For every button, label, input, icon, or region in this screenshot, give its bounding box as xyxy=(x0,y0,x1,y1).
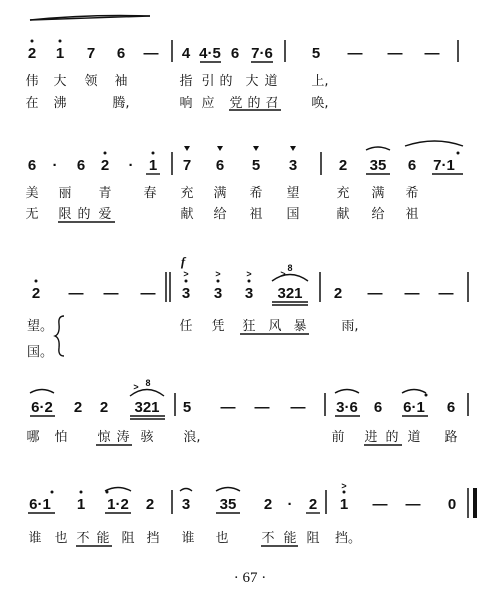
accent-mark: > xyxy=(246,269,252,279)
note: 5 xyxy=(311,45,321,62)
note: 3 xyxy=(213,285,223,302)
note: 6 xyxy=(76,157,86,174)
dash: — xyxy=(68,285,84,302)
lyric: 指 xyxy=(179,74,193,89)
lyric: 袖 xyxy=(114,74,128,89)
lyric: 的 xyxy=(385,430,399,445)
lyric: 给 xyxy=(371,207,385,222)
note: 321 xyxy=(277,285,303,302)
accent-mark: > xyxy=(341,481,347,491)
dash: — xyxy=(347,45,363,62)
lyric: 大 xyxy=(53,74,67,89)
lyric: 也 xyxy=(215,531,229,546)
slur xyxy=(335,390,359,394)
accent-mark: > xyxy=(133,382,139,392)
dash: — xyxy=(424,45,440,62)
system-5 xyxy=(28,481,475,546)
note: 2 xyxy=(308,496,318,513)
triplet-bracket xyxy=(272,275,308,282)
high-octave-dot xyxy=(104,152,107,155)
note: 6 xyxy=(230,45,240,62)
dash: — xyxy=(367,285,383,302)
dot: · xyxy=(287,496,293,513)
note: 2 xyxy=(99,399,109,416)
lyric: 道 xyxy=(407,430,421,445)
system-4 xyxy=(26,378,468,445)
lyric: 给 xyxy=(213,207,227,222)
high-octave-dot xyxy=(80,491,83,494)
lyric: 也 xyxy=(54,531,68,546)
lyric: 充 xyxy=(336,186,350,201)
system-3 xyxy=(27,254,468,360)
dash: — xyxy=(254,399,270,416)
lyric: 谁 xyxy=(28,531,42,546)
lyric: 祖 xyxy=(405,207,419,222)
slur xyxy=(216,488,240,492)
high-octave-dot xyxy=(35,280,38,283)
note: 1·2 xyxy=(107,496,129,513)
accent-mark: > xyxy=(280,269,286,279)
note: 2 xyxy=(31,285,41,302)
lyric: 凭 xyxy=(211,319,225,334)
lyric: 进 xyxy=(364,430,378,445)
lyric: 不 xyxy=(261,531,275,546)
lyric: 响 xyxy=(179,96,193,111)
high-octave-dot xyxy=(343,491,346,494)
dash: — xyxy=(387,45,403,62)
lyric: 爱 xyxy=(98,207,112,222)
note: 3 xyxy=(288,157,298,174)
lyric: 望 xyxy=(286,186,300,201)
accent-mark xyxy=(290,146,296,151)
lyric: 暴 xyxy=(293,319,307,334)
note: 1 xyxy=(76,496,86,513)
lyric: 狂 xyxy=(242,319,256,334)
lyric: 挡 xyxy=(146,531,160,546)
lyric: 任 xyxy=(179,319,193,334)
note: 2 xyxy=(73,399,83,416)
accent-mark: > xyxy=(215,269,221,279)
note: 2 xyxy=(333,285,343,302)
high-octave-dot xyxy=(217,280,220,283)
slur xyxy=(405,141,463,146)
note: 2 xyxy=(338,157,348,174)
note: 6 xyxy=(116,45,126,62)
lyric: 能 xyxy=(96,531,110,546)
lyric: 领 xyxy=(84,74,98,89)
lyric: 大 xyxy=(245,74,259,89)
lyric: 阻 xyxy=(121,531,135,546)
lyric: 丽 xyxy=(58,186,72,201)
lyric: 雨, xyxy=(341,319,359,334)
dynamic-forte: f xyxy=(180,254,186,269)
slur xyxy=(402,390,426,394)
note: 6·1 xyxy=(403,399,425,416)
dash: — xyxy=(438,285,454,302)
note: 6 xyxy=(407,157,417,174)
note: 6 xyxy=(446,399,456,416)
lyric: 在 xyxy=(25,96,39,111)
lyric: 满 xyxy=(213,186,227,201)
note: 2 xyxy=(100,157,110,174)
dash: — xyxy=(372,496,388,513)
rest: 0 xyxy=(447,496,457,513)
note: 7 xyxy=(182,157,192,174)
lyric: 前 xyxy=(331,430,345,445)
high-octave-dot xyxy=(31,40,34,43)
note: 6 xyxy=(27,157,37,174)
note: 3·6 xyxy=(336,399,358,416)
high-octave-dot xyxy=(152,152,155,155)
lyric: 能 xyxy=(283,531,297,546)
note: 4·5 xyxy=(199,45,221,62)
lyric: 惊 xyxy=(97,430,111,445)
lyric: 沸 xyxy=(53,96,67,111)
note: 6·1 xyxy=(29,496,51,513)
high-octave-dot xyxy=(248,280,251,283)
tuplet-number: 8 xyxy=(287,263,293,273)
page-number: · 67 · xyxy=(233,570,267,586)
note: 5 xyxy=(182,399,192,416)
dash: — xyxy=(143,45,159,62)
lyric: 哪 xyxy=(26,430,40,445)
lyric: 道 xyxy=(264,74,278,89)
dash: — xyxy=(290,399,306,416)
lyric: 不 xyxy=(76,531,90,546)
lyric: 青 xyxy=(98,186,112,201)
lyric: 引 xyxy=(201,74,215,89)
lyric: 满 xyxy=(371,186,385,201)
note: 5 xyxy=(251,157,261,174)
dot: · xyxy=(52,157,58,174)
note: 3 xyxy=(181,496,191,513)
accent-mark: > xyxy=(183,269,189,279)
note: 321 xyxy=(134,399,160,416)
lyric: 祖 xyxy=(249,207,263,222)
lyric: 挡。 xyxy=(334,531,362,546)
lyric: 春 xyxy=(143,186,157,201)
note: 35 xyxy=(369,157,387,174)
note: 1 xyxy=(55,45,65,62)
note: 6 xyxy=(215,157,225,174)
lyric: 谁 xyxy=(181,531,195,546)
high-octave-dot xyxy=(185,280,188,283)
dash: — xyxy=(220,399,236,416)
lyric: 怕 xyxy=(54,430,68,445)
dash: — xyxy=(404,285,420,302)
lyric: 应 xyxy=(201,96,215,111)
lyric: 党 xyxy=(229,96,243,111)
lyric: 阻 xyxy=(306,531,320,546)
high-octave-dot xyxy=(59,40,62,43)
lyric: 国。 xyxy=(26,345,54,360)
accent-mark xyxy=(217,146,223,151)
note: 7·6 xyxy=(251,45,273,62)
dash: — xyxy=(405,496,421,513)
lyric: 路 xyxy=(444,430,458,445)
lyric: 无 xyxy=(25,207,39,222)
high-octave-dot xyxy=(425,394,428,397)
note: 6 xyxy=(373,399,383,416)
accent-mark xyxy=(184,146,190,151)
lyric: 召 xyxy=(265,96,279,111)
tuplet-number: 8 xyxy=(145,378,151,388)
note: 1 xyxy=(148,157,158,174)
system-2 xyxy=(25,141,463,222)
slur xyxy=(180,489,192,492)
lyric: 涛 xyxy=(116,430,130,445)
brace xyxy=(55,316,64,356)
slur xyxy=(366,147,390,150)
slur xyxy=(105,488,131,492)
lyric: 希 xyxy=(405,186,419,201)
lyric: 浪, xyxy=(183,430,201,445)
lyric: 伟 xyxy=(25,74,39,89)
note: 2 xyxy=(27,45,37,62)
lyric: 的 xyxy=(77,207,91,222)
dash: — xyxy=(103,285,119,302)
note: 7·1 xyxy=(433,157,455,174)
lyric: 风 xyxy=(268,319,282,334)
note: 4 xyxy=(181,45,191,62)
lyric: 充 xyxy=(180,186,194,201)
high-octave-dot xyxy=(457,152,460,155)
note: 35 xyxy=(219,496,237,513)
lyric: 美 xyxy=(25,186,39,201)
note: 3 xyxy=(244,285,254,302)
note: 2 xyxy=(263,496,273,513)
lyric: 上, xyxy=(311,74,329,89)
lyric: 献 xyxy=(180,207,194,222)
note: 1 xyxy=(339,496,349,513)
note: 6·2 xyxy=(31,399,53,416)
note: 7 xyxy=(86,45,96,62)
lyric: 唤, xyxy=(311,96,329,111)
slur xyxy=(30,390,54,394)
lyric: 限 xyxy=(58,207,72,222)
lyric: 的 xyxy=(247,96,261,111)
lyric: 腾, xyxy=(112,96,130,111)
dot: · xyxy=(128,157,134,174)
accent-mark xyxy=(253,146,259,151)
lyric: 国 xyxy=(286,207,300,222)
lyric: 献 xyxy=(336,207,350,222)
note: 3 xyxy=(181,285,191,302)
system-1 xyxy=(25,40,458,112)
high-octave-dot xyxy=(51,491,54,494)
lyric: 望。 xyxy=(26,319,54,334)
lyric: 的 xyxy=(219,74,233,89)
lyric: 骇 xyxy=(140,430,154,445)
note: 2 xyxy=(145,496,155,513)
dash: — xyxy=(140,285,156,302)
lyric: 希 xyxy=(249,186,263,201)
